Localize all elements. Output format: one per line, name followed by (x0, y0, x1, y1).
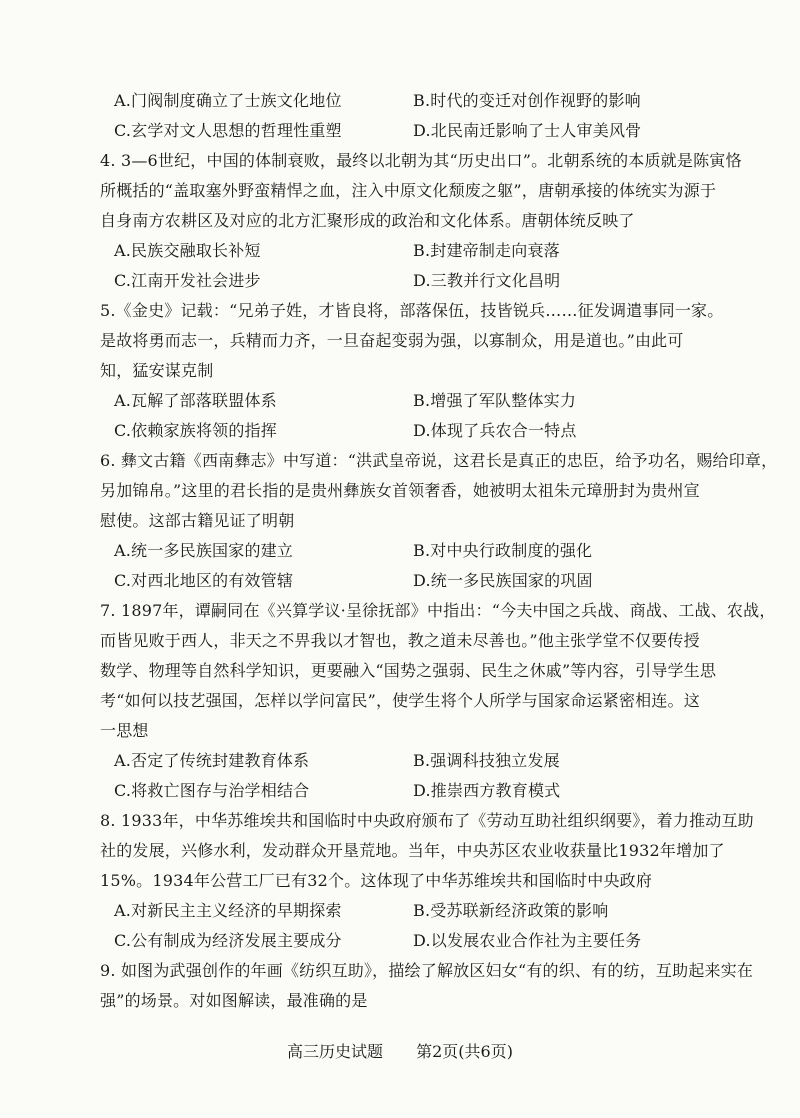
footer-subject: 高三历史试题 (287, 1042, 384, 1061)
question-4 (100, 146, 742, 296)
q7-option-c: C.将救亡图存与治学相结合 (114, 781, 310, 800)
q3-option-d: D.北民南迁影响了士人审美风骨 (413, 121, 642, 140)
q5-stem-line-3: 知，猛安谋克制 (100, 361, 214, 380)
footer-page-number: 第2页(共6页) (416, 1042, 513, 1061)
q8-option-a: A.对新民主主义经济的早期探索 (114, 901, 342, 920)
q7-option-d: D.推崇西方教育模式 (413, 781, 561, 800)
q3-option-a: A.门阀制度确立了士族文化地位 (114, 91, 342, 110)
q6-option-c: C.对西北地区的有效管辖 (114, 571, 294, 590)
q4-option-a: A.民族交融取长补短 (114, 241, 261, 260)
q4-stem-line-1: 4. 3—6世纪，中国的体制衰败，最终以北朝为其“历史出口”。北朝系统的本质就是陈寅恪 (100, 151, 742, 170)
q7-stem-line-2: 而皆见败于西人，非天之不畀我以才智也，教之道未尽善也。”他主张学堂不仅要传授 (100, 631, 700, 650)
q8-stem-line-1: 8. 1933年，中华苏维埃共和国临时中央政府颁布了《劳动互助社组织纲要》，着力推动互助 (100, 811, 754, 830)
q6-stem-line-3: 慰使。这部古籍见证了明朝 (100, 511, 295, 530)
q6-stem-line-1: 6. 彝文古籍《西南彝志》中写道：“洪武皇帝说，这君长是真正的忠臣，给予功名，赐给印章， (100, 451, 778, 470)
question-7 (100, 596, 776, 806)
q8-option-b: B.受苏联新经济政策的影响 (413, 901, 609, 920)
q6-options-row-1 (100, 536, 712, 566)
q4-option-d: D.三教并行文化昌明 (413, 271, 561, 290)
q5-option-b: B.增强了军队整体实力 (413, 391, 577, 410)
q9-stem-line-2: 强”的场景。对如图解读，最准确的是 (100, 991, 368, 1010)
q8-option-c: C.公有制成为经济发展主要成分 (114, 931, 342, 950)
q8-option-d: D.以发展农业合作社为主要任务 (413, 931, 642, 950)
q7-stem-line-5: 一思想 (100, 721, 149, 740)
q4-option-b: B.封建帝制走向衰落 (413, 241, 560, 260)
q3-options-row-2 (100, 116, 712, 146)
q4-options-row-2 (100, 266, 712, 296)
question-6 (100, 446, 778, 596)
q5-option-d: D.体现了兵农合一特点 (413, 421, 577, 440)
q4-stem-line-3: 自身南方农耕区及对应的北方汇聚形成的政治和文化体系。唐朝体统反映了 (100, 211, 635, 230)
q9-stem-line-1: 9. 如图为武强创作的年画《纺织互助》，描绘了解放区妇女“有的织、有的纺，互助起来实在 (100, 961, 754, 980)
q5-options-row-1 (100, 386, 712, 416)
q3-option-b: B.时代的变迁对创作视野的影响 (413, 91, 641, 110)
q8-options-row-2 (100, 926, 712, 956)
q8-stem-line-2: 社的发展，兴修水利，发动群众开垦荒地。当年，中央苏区农业收获量比1932年增加了 (100, 841, 725, 860)
q8-options-row-1 (100, 896, 712, 926)
q7-stem-line-3: 数学、物理等自然科学知识，更要融入“国势之强弱、民生之休戚”等内容，引导学生思 (100, 661, 717, 680)
q6-options-row-2 (100, 566, 712, 596)
q7-stem-line-1: 7. 1897年，谭嗣同在《兴算学议·呈徐抚部》中指出：“今夫中国之兵战、商战、工战、农战， (100, 601, 776, 620)
q7-option-a: A.否定了传统封建教育体系 (114, 751, 310, 770)
page-footer (0, 1040, 800, 1064)
q6-option-a: A.统一多民族国家的建立 (114, 541, 294, 560)
q5-option-a: A.瓦解了部落联盟体系 (114, 391, 277, 410)
q3-option-c: C.玄学对文人思想的哲理性重塑 (114, 121, 342, 140)
q6-option-b: B.对中央行政制度的强化 (413, 541, 593, 560)
q6-stem-line-2: 另加锦帛。”这里的君长指的是贵州彝族女首领奢香，她被明太祖朱元璋册封为贵州宣 (100, 481, 700, 500)
question-9 (100, 956, 754, 1016)
q7-stem-line-4: 考“如何以技艺强国，怎样以学问富民”，使学生将个人所学与国家命运紧密相连。这 (100, 691, 700, 710)
q7-option-b: B.强调科技独立发展 (413, 751, 560, 770)
q4-options-row-1 (100, 236, 712, 266)
q4-option-c: C.江南开发社会进步 (114, 271, 261, 290)
q4-stem-line-2: 所概括的“盖取塞外野蛮精悍之血，注入中原文化颓废之躯”，唐朝承接的体统实为源于 (100, 181, 717, 200)
q5-stem-line-1: 5.《金史》记载：“兄弟子姓，才皆良将，部落保伍，技皆锐兵……征发调遣事同一家。 (100, 301, 724, 320)
q3-options-row-1 (100, 86, 712, 116)
q5-option-c: C.依赖家族将领的指挥 (114, 421, 277, 440)
question-5 (100, 296, 724, 446)
q6-option-d: D.统一多民族国家的巩固 (413, 571, 593, 590)
q8-stem-line-3: 15%。1934年公营工厂已有32个。这体现了中华苏维埃共和国临时中央政府 (100, 871, 653, 890)
question-8 (100, 806, 754, 956)
q5-options-row-2 (100, 416, 712, 446)
q5-stem-line-2: 是故将勇而志一，兵精而力齐，一旦奋起变弱为强，以寡制众，用是道也。”由此可 (100, 331, 684, 350)
q7-options-row-1 (100, 746, 712, 776)
exam-content (100, 86, 778, 1016)
q7-options-row-2 (100, 776, 712, 806)
